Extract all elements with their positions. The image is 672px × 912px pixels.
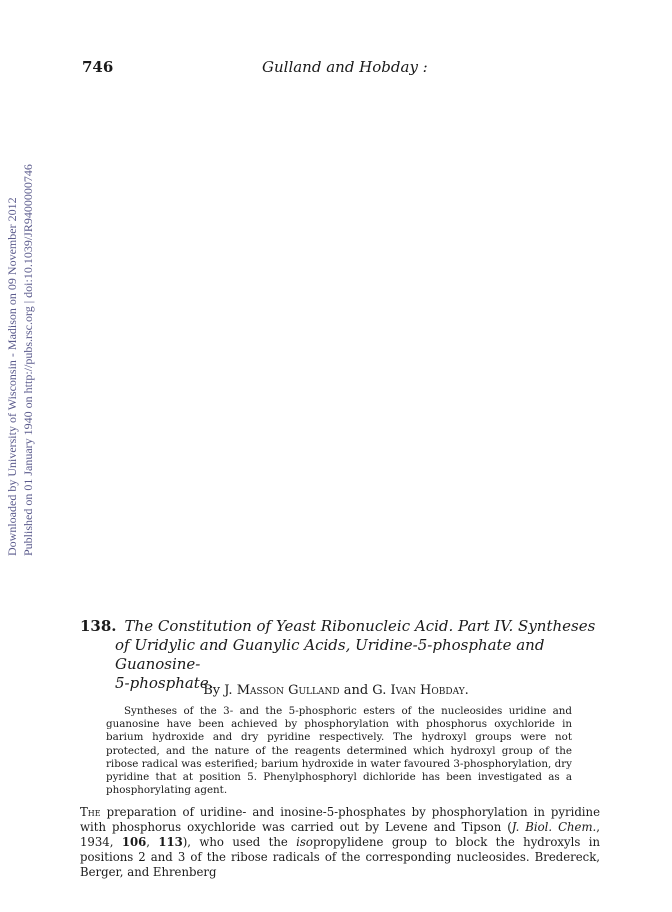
body-seg-4: ), who used the [182,835,297,849]
body-seg-2: , 1934, [80,820,600,849]
download-notice-line[interactable]: Downloaded by University of Wisconsin - Madison on 09 November 2012 [5,197,19,556]
body-seg-1: preparation of uridine- and inosine-5-phosphates by phosphorylation in pyridine with phosphorus oxychloride was carried out by Levene and Tipson ( [80,805,600,834]
running-head: Gulland and Hobday : [262,58,428,76]
page-ref: 113 [158,835,183,849]
iso-prefix: iso [296,835,313,849]
lead-word: The [80,805,101,819]
author-2: Ivan Hobday [390,683,465,698]
page-number: 746 [82,58,114,76]
title-line-2: of Uridylic and Guanylic Acids, Uridine-5-phosphate and Guanosine- [115,636,545,673]
byline-end: . [464,683,469,698]
title-line-1 [80,617,600,636]
title-text-1: The Constitution of Yeast Ribonucleic Acid. Part IV. Syntheses [124,617,596,635]
abstract [106,705,572,797]
author-1: Masson Gulland [236,683,340,698]
body-paragraph [80,805,600,880]
author-byline [0,683,672,698]
abstract-text: Syntheses of the 3- and the 5-phosphoric esters of the nucleosides uridine and guanosine have been achieved by phosphorylation with phosphorus oxychloride in barium hydroxide and dry pyridine respectively. The hydroxyl groups were not protected, and the nature of the reagents determined which hydroxyl group of the ribose radical was esterified; barium hydroxide in water favoured 3-phosphorylation, dry pyridine that at position 5. Phenylphosphoryl dichloride has been investigated as a phosphorylating agent. [106,705,572,797]
byline-prefix: By J. [203,683,237,698]
article-title [80,617,600,693]
body-text [80,805,600,880]
title-line-3: 5-phosphate. [115,674,214,692]
byline-and: and G. [339,683,391,698]
journal-name: J. Biol. Chem. [511,820,597,834]
body-seg-5: propylidene group to block the hydroxyls in positions 2 and 3 of the ribose radicals of the corresponding nucleosides. Bredereck, Berger, and Ehrenberg [80,835,600,879]
publication-notice-line[interactable]: Published on 01 January 1940 on http://pubs.rsc.org | doi:10.1039/JR9400000746 [21,164,35,556]
volume-number: 106 [121,835,147,849]
article-number: 138. [80,617,117,635]
download-notice [4,164,40,556]
body-seg-3: , [146,835,159,849]
